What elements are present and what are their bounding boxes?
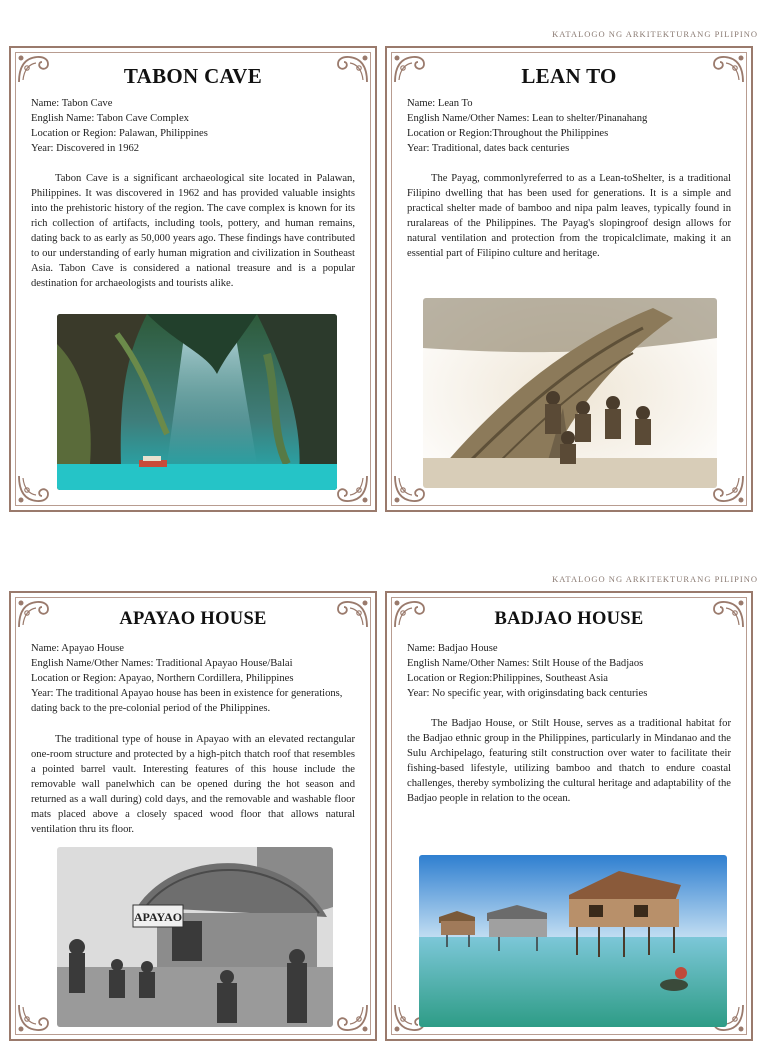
apayao-house-photo xyxy=(57,847,333,1027)
ornament-corner-icon xyxy=(17,1003,51,1033)
ornament-corner-icon xyxy=(335,1003,369,1033)
meta-name: Name: Badjao House xyxy=(407,643,498,654)
meta-name: Name: Apayao House xyxy=(31,643,124,654)
meta-english-name: English Name/Other Names: Stilt House of the Badjaos xyxy=(407,658,644,669)
meta-year: Year: Discovered in 1962 xyxy=(31,143,140,154)
meta-english-name: English Name: Tabon Cave Complex xyxy=(31,113,189,124)
card-description: The traditional type of house in Apayao with an elevated rectangular one-room structure and protected by a high-pitch thatch roof that resembles a pointed barrel vault. Interesting features of this house include the removable wall panelwhich can be opened during the hot season and returned as a wall during) cold days, and the removable and washable floor mats placed above a closely spaced wood floor that allows natural ventilation thru its floor. xyxy=(31,734,355,835)
card-meta xyxy=(31,96,355,156)
meta-year: Year: Traditional, dates back centuries xyxy=(407,143,570,154)
card-tabon-cave xyxy=(9,46,377,512)
card-meta xyxy=(407,96,731,156)
meta-name: Name: Tabon Cave xyxy=(31,98,113,109)
card-title: APAYAO HOUSE xyxy=(119,609,267,629)
meta-location: Location or Region:Philippines, Southeast Asia xyxy=(407,673,608,684)
card-description: The Badjao House, or Stilt House, serves as a traditional habitat for the Badjao ethnic group in the Philippines, particularly in Mindanao and the Sulu Archipelago, featuring stilt construction over water to facilitate their fishing-based lifestyle, utilizing bamboo and thatch to endure coastal challenges, thereby symbolizing the cultural heritage and adaptability of the Badjao people in relation to the ocean. xyxy=(407,718,731,804)
card-meta xyxy=(407,641,731,701)
meta-year: Year: The traditional Apayao house has been in existence for generations, dating back to the pre-colonial period of the Philippines. xyxy=(31,688,343,714)
meta-location: Location or Region: Apayao, Northern Cordillera, Philippines xyxy=(31,673,294,684)
card-title: BADJAO HOUSE xyxy=(494,609,644,629)
card-description: Tabon Cave is a significant archaeological site located in Palawan, Philippines. It was discovered in 1962 and has provided valuable insights into the prehistoric history of the region. The cave complex is known for its rich collection of artifacts, including tools, pottery, and human remains, dating back to as early as 50,000 years ago. These findings have contributed to our understanding of early human migration and civilization in Southeast Asia. Tabon Cave is considered a national treasure and is a popular destination for archaeologists and tourists alike. xyxy=(31,173,355,289)
card-meta xyxy=(31,641,355,716)
card-lean-to xyxy=(385,46,753,512)
meta-english-name: English Name/Other Names: Traditional Apayao House/Balai xyxy=(31,658,293,669)
ornament-corner-icon xyxy=(335,474,369,504)
catalog-header-top: KATALOGO NG ARKITEKTURANG PILIPINO xyxy=(552,29,758,39)
tabon-cave-photo xyxy=(57,314,337,490)
ornament-corner-icon xyxy=(17,474,51,504)
card-badjao-house xyxy=(385,591,753,1041)
meta-location: Location or Region: Palawan, Philippines xyxy=(31,128,208,139)
card-title: TABON CAVE xyxy=(123,64,263,88)
card-title: LEAN TO xyxy=(521,64,617,88)
apayao-sign-text: APAYAO xyxy=(133,910,183,924)
catalog-header-bottom: KATALOGO NG ARKITEKTURANG PILIPINO xyxy=(552,574,758,584)
card-apayao-house xyxy=(9,591,377,1041)
card-description: The Payag, commonlyreferred to as a Lean-toShelter, is a traditional Filipino dwelling that has been used for generations. It is a simple and practical shelter made of bamboo and nipa palm leaves, typically found in ruralareas of the Philippines. The Payag's slopingroof design allows for natural ventilation and protection from the tropicalclimate, making it an essential part of Filipino culture and heritage. xyxy=(407,173,731,259)
meta-name: Name: Lean To xyxy=(407,98,473,109)
meta-english-name: English Name/Other Names: Lean to shelter/Pinanahang xyxy=(407,113,648,124)
ornament-corner-icon xyxy=(393,474,427,504)
meta-location: Location or Region:Throughout the Philippines xyxy=(407,128,609,139)
badjao-house-photo xyxy=(419,855,727,1027)
lean-to-photo xyxy=(423,298,717,488)
meta-year: Year: No specific year, with originsdating back centuries xyxy=(407,688,648,699)
